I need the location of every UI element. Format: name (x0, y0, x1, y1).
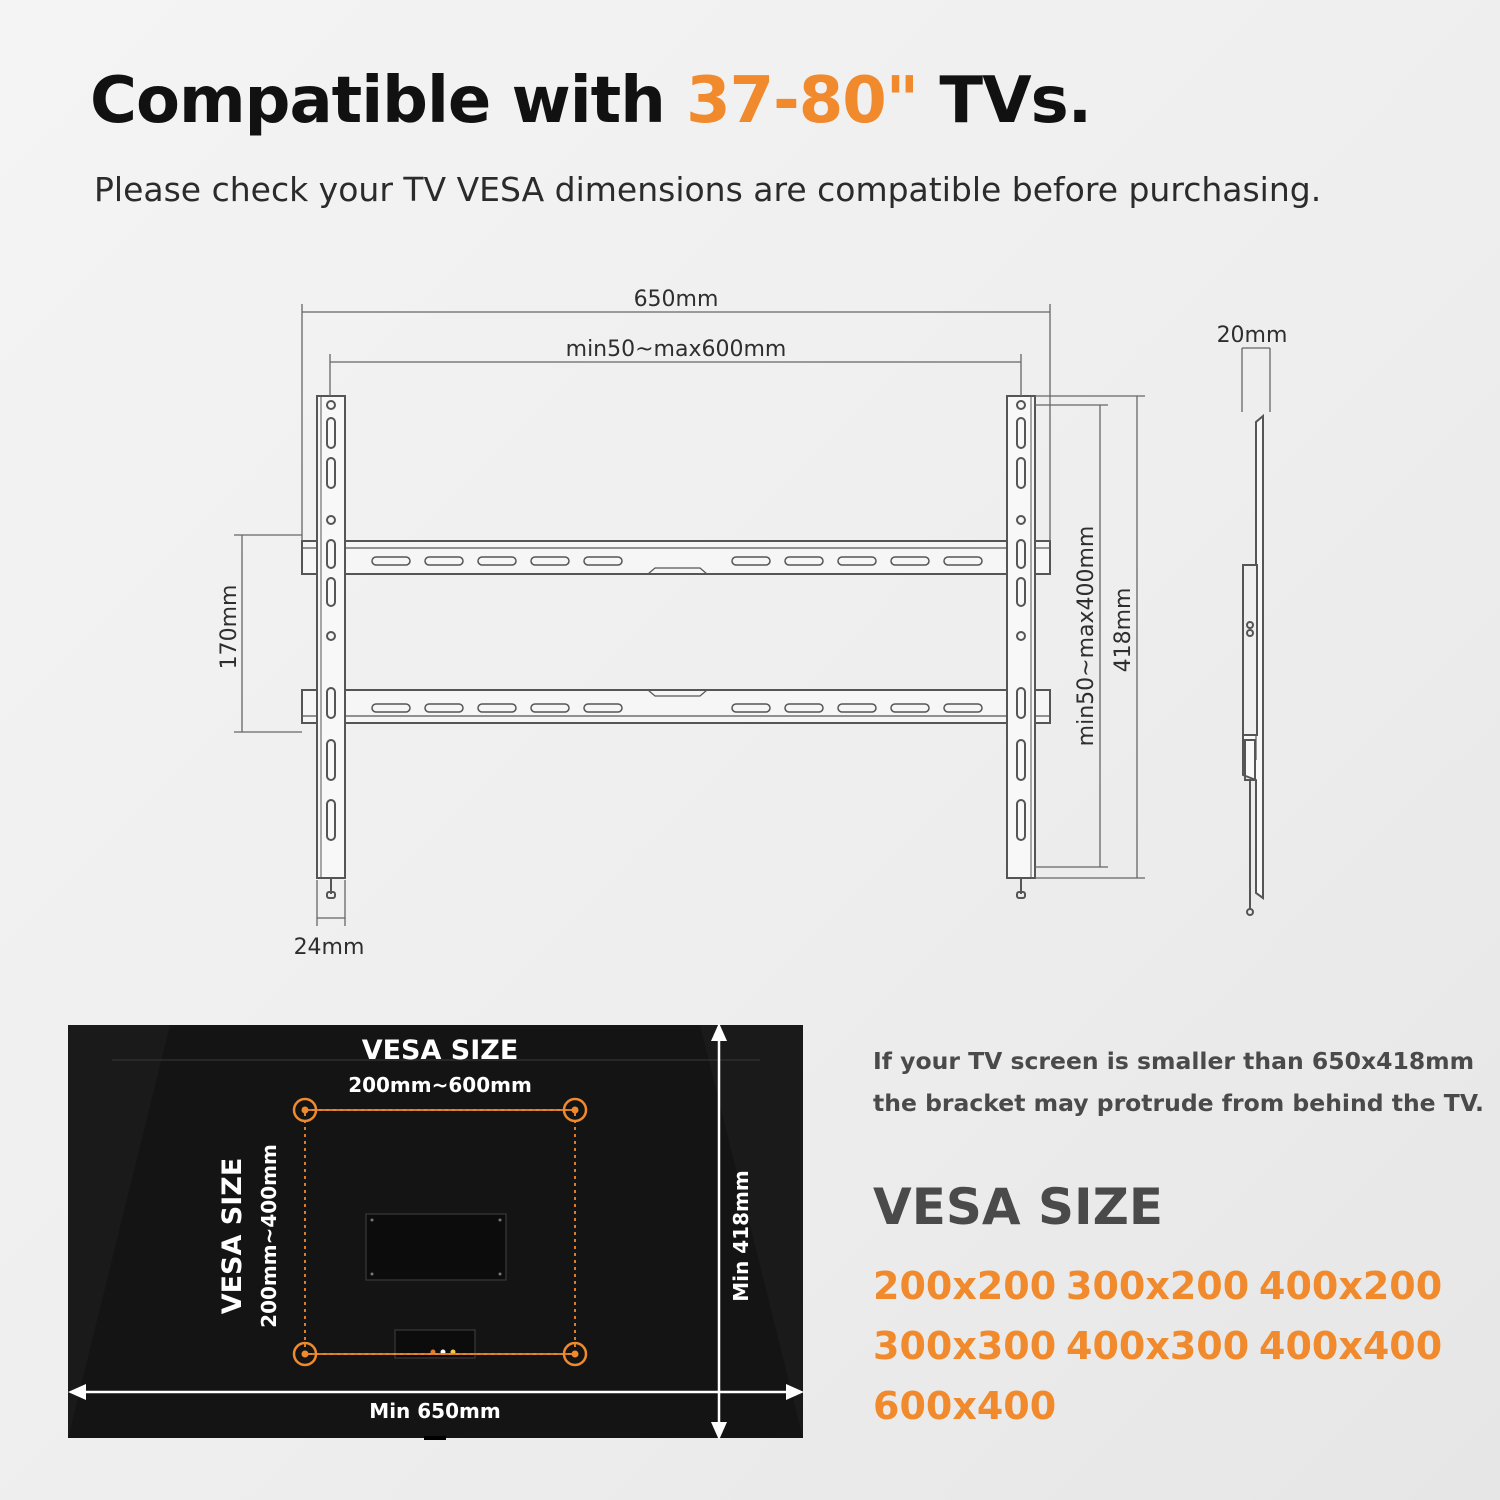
headline-highlight: 37-80" (686, 64, 919, 138)
tv-center-plate (366, 1214, 506, 1280)
headline-suffix: TVs. (918, 64, 1091, 138)
vesa-size-item: 400x400 (1259, 1324, 1443, 1368)
note-line-1: If your TV screen is smaller than 650x418mm (873, 1047, 1475, 1075)
vesa-size-item: 400x200 (1259, 1264, 1443, 1308)
note-line-2: the bracket may protrude from behind the TV. (873, 1089, 1484, 1117)
upright-width-label: 24mm (293, 935, 365, 960)
vesa-sizes-title: VESA SIZE (873, 1178, 1163, 1236)
vesa-width-label: min50~max600mm (565, 337, 787, 362)
tv-min-height-label: Min 418mm (729, 1170, 753, 1302)
bracket-front-view (302, 396, 1050, 898)
arm-spacing-label: 170mm (217, 584, 242, 670)
vesa-size-item: 300x200 (1066, 1264, 1250, 1308)
overall-width-label: 650mm (633, 287, 719, 312)
vesa-sizes-list (873, 1265, 1473, 1427)
vesa-size-item: 300x300 (873, 1324, 1057, 1368)
headline-prefix: Compatible with (90, 64, 687, 138)
tv-vesa-horizontal-title: VESA SIZE (361, 1035, 519, 1066)
vesa-height-label: min50~max400mm (1074, 525, 1099, 747)
tv-min-width-label: Min 650mm (369, 1399, 501, 1423)
overall-height-label: 418mm (1111, 587, 1136, 673)
vesa-size-item: 400x300 (1066, 1324, 1250, 1368)
side-profile-view (1243, 416, 1263, 915)
tv-vesa-horizontal-range: 200mm~600mm (348, 1073, 532, 1097)
upper-arm (302, 541, 1050, 574)
vesa-size-item: 200x200 (873, 1264, 1057, 1308)
size-note (873, 1040, 1484, 1124)
lower-arm (302, 690, 1050, 723)
tv-vesa-vertical-title: VESA SIZE (217, 1157, 248, 1315)
tv-vesa-vertical-range: 200mm~400mm (257, 1144, 281, 1328)
vesa-size-item: 600x400 (873, 1384, 1057, 1428)
subtitle: Please check your TV VESA dimensions are compatible before purchasing. (94, 170, 1322, 209)
depth-label: 20mm (1216, 323, 1288, 348)
arm-slots (372, 557, 982, 712)
